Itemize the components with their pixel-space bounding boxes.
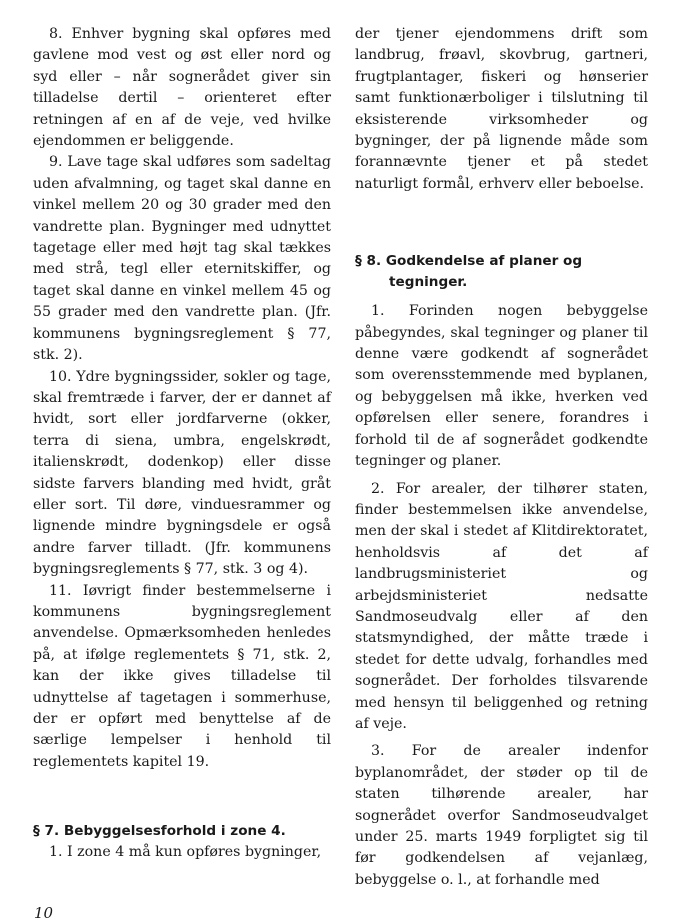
- paragraph-8: 8. Enhver bygning skal opføres med gavlene mod vest og øst eller nord og syd eller – når sognerådet giver sin tilladelse dertil – orienteret efter retningen af en af de veje, ved hvilke ejendommen er beliggende.: [33, 26, 331, 150]
- section-8-paragraph-3: 3. For de arealer indenfor byplanområdet, der støder op til de staten tilhørende arealer, har sognerådet overfor Sandmoseudvalget under 25. marts 1949 forpligtet sig til før godkendelsen af vejanlæg, bebyggelse o. l., at forhandle med: [355, 743, 648, 888]
- section-7-paragraph-1: 1. I zone 4 må kun opføres bygninger,: [49, 844, 322, 861]
- spacer: [355, 195, 648, 251]
- page-number: 10: [34, 904, 54, 922]
- section-8-paragraph-1: 1. Forinden nogen bebyggelse påbegyndes, skal tegninger og planer til denne være godkendt af sognerådet som overensstemmende med byplanen, og bebyggelsen må ikke, hverken ved opførelsen eller senere, forandres i forhold til de af sognerådet godkendte tegninger og planer.: [355, 303, 648, 470]
- left-column: [33, 24, 331, 864]
- section-8-paragraph-2: 2. For arealer, der tilhører staten, finder bestemmelsen ikke anvendelse, men der skal i stedet af Klitdirektoratet, henholdsvis af det af landbrugsministeriet og arbejdsministeriet nedsatte Sandmoseudvalg eller af den statsmyndighed, der måtte træde i stedet for dette udvalg, forhandles med sognerådet. Der forholdes tilsvarende med hensyn til beliggenhed og retning af veje.: [355, 480, 648, 732]
- paragraph-9: 9. Lave tage skal udføres som sadeltag uden afvalmning, og taget skal danne en vinkel mellem 20 og 30 grader med den vandrette plan. Bygninger med udnyttet tagetage eller med højt tag skal tækkes med strå, tegl eller eternitskiffer, og taget skal danne en vinkel mellem 45 og 55 grader med den vandrette plan. (Jfr. kommunens bygningsreglement § 77, stk. 2).: [33, 154, 331, 364]
- spacer: [33, 773, 331, 821]
- paragraph-10: 10. Ydre bygningssider, sokler og tage, skal fremtræde i farver, der er dannet af hvidt, sort eller jordfarverne (okker, terra di siena, umbra, engelskrødt, italienskrødt, dodenkop) eller disse sidste farvers blanding med hvidt, gråt eller sort. Til døre, vinduesrammer og lignende mindre bygningsdele er også andre farver tilladt. (Jfr. kommunens bygningsreglements § 77, stk. 3 og 4).: [33, 368, 331, 578]
- continuation-paragraph: der tjener ejendommens drift som landbrug, frøavl, skovbrug, gartneri, frugtplantager, fiskeri og hønserier samt funktionærboliger i tilslutning til eksisterende virksomheder og bygninger, der på lignende måde som forannævnte tjener et på stedet naturligt formål, erhverv eller beboelse.: [355, 26, 648, 192]
- section-heading-7: § 7. Bebyggelsesforhold i zone 4.: [33, 823, 286, 840]
- right-column: [355, 24, 648, 891]
- section-heading-8: § 8. Godkendelse af planer og tegninger.: [355, 253, 583, 291]
- paragraph-11: 11. Iøvrigt finder bestemmelserne i kommunens bygningsreglement anvendelse. Opmærksomheden henledes på, at ifølge reglementets § 71, stk. 2, kan der ikke gives tilladelse til udnyttelse af tagetagen i sommerhuse, der er opført med benyttelse af de særlige lempelser i henhold til reglementets kapitel 19.: [33, 582, 331, 770]
- spacer: [355, 293, 648, 301]
